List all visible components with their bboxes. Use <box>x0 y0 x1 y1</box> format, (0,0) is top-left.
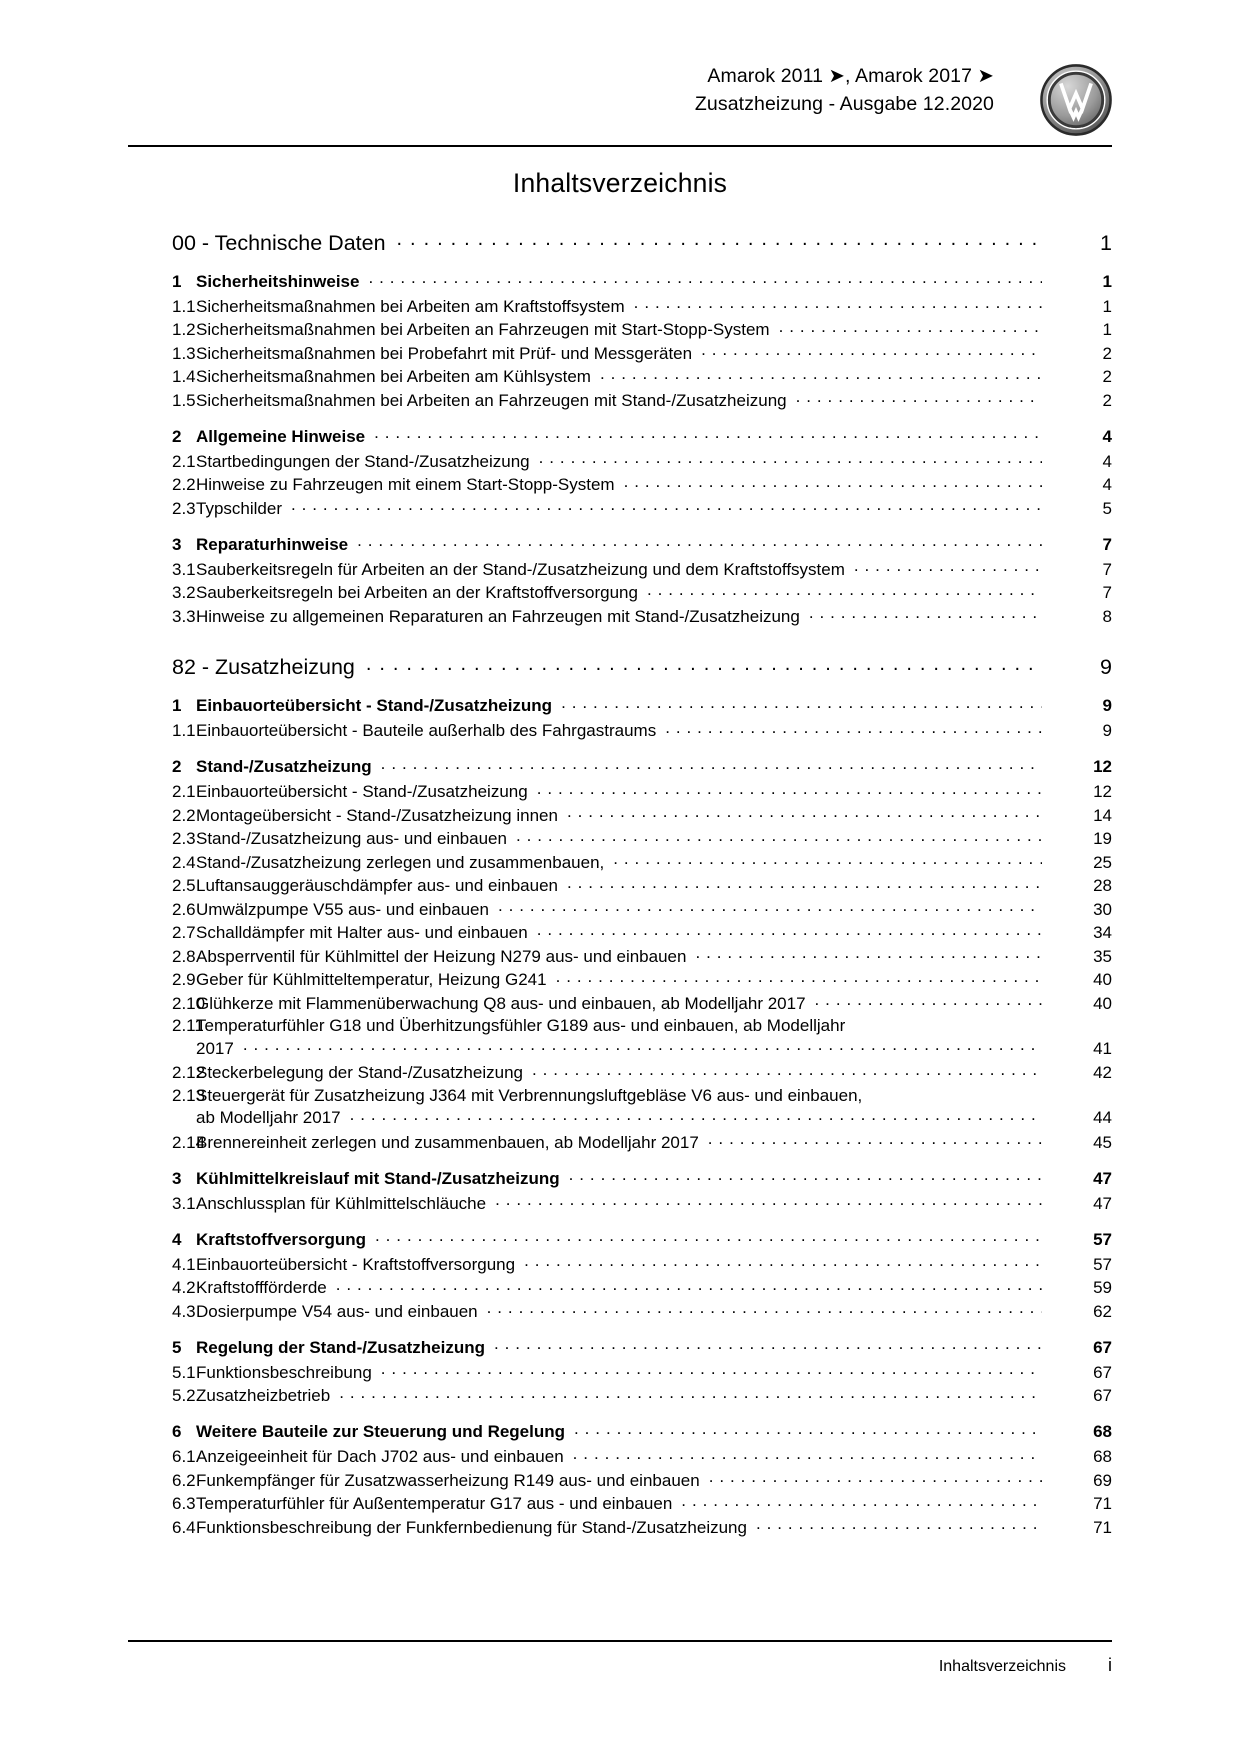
dot-leader <box>381 755 1042 772</box>
entry-title: Sicherheitsmaßnahmen bei Arbeiten am Kühlsystem <box>196 367 591 386</box>
toc-entry[interactable] <box>128 1253 1112 1275</box>
chapter-title: 82 - Zusatzheizung <box>172 655 355 679</box>
toc-entry[interactable] <box>128 827 1112 849</box>
entry-title: Startbedingungen der Stand-/Zusatzheizung <box>196 451 530 471</box>
header-edition-line: Zusatzheizung - Ausgabe 12.2020 <box>694 93 994 116</box>
entry-title-line2: 2017 <box>196 1038 234 1058</box>
entry-page: 28 <box>1093 876 1112 895</box>
entry-title: Typschilder <box>196 498 282 518</box>
entry-title: Sicherheitsmaßnahmen bei Arbeiten an Fahrzeugen mit Start-Stopp-System <box>196 320 770 339</box>
entry-page: 69 <box>1093 1470 1112 1490</box>
dot-leader <box>375 1228 1042 1245</box>
entry-number: 6.3 <box>172 1494 196 1513</box>
entry-number: 1.4 <box>172 367 196 386</box>
dot-leader <box>567 874 1042 891</box>
entry-page: 1 <box>1102 296 1112 316</box>
entry-page: 42 <box>1093 1063 1112 1082</box>
entry-title: Temperaturfühler G18 und Überhitzungsfühler G189 aus- und einbauen, ab Modelljahr <box>196 1016 846 1035</box>
entry-title: Dosierpumpe V54 aus- und einbauen <box>196 1301 478 1321</box>
dot-leader <box>556 968 1042 985</box>
entry-number: 5.2 <box>172 1386 196 1405</box>
entry-title: Hinweise zu Fahrzeugen mit einem Start-Stopp-System <box>196 475 615 494</box>
toc-entry[interactable] <box>128 1300 1112 1322</box>
entry-title: Geber für Kühlmitteltemperatur, Heizung G241 <box>196 970 547 989</box>
entry-continuation-row <box>128 1106 1112 1129</box>
header-divider <box>128 145 1112 147</box>
entry-page: 40 <box>1093 993 1112 1013</box>
entry-page: 71 <box>1093 1517 1112 1537</box>
entry-title: Kraftstoffförderde <box>196 1278 327 1297</box>
toc-entry[interactable] <box>128 318 1112 340</box>
toc-entry[interactable] <box>128 1492 1112 1514</box>
entry-number: 2.11 <box>172 1016 204 1035</box>
dot-leader <box>498 898 1042 915</box>
dot-leader <box>495 1192 1042 1209</box>
header-title-block <box>695 62 994 119</box>
entry-title: Luftansauggeräuschdämpfer aus- und einbauen <box>196 876 558 895</box>
toc-entry[interactable] <box>128 874 1112 896</box>
entry-title: Steckerbelegung der Stand-/Zusatzheizung <box>196 1063 523 1082</box>
toc-entry[interactable] <box>128 780 1112 802</box>
entry-number: 6.1 <box>172 1447 196 1466</box>
toc-entry[interactable] <box>128 1085 1112 1130</box>
entry-page: 1 <box>1102 271 1112 291</box>
entry-title: Sauberkeitsregeln bei Arbeiten an der Kraftstoffversorgung <box>196 583 638 602</box>
entry-title: Anschlussplan für Kühlmittelschläuche <box>196 1193 487 1213</box>
entry-number: 2.7 <box>172 923 196 942</box>
toc-entry[interactable] <box>128 945 1112 967</box>
entry-page: 35 <box>1093 946 1112 966</box>
dot-leader <box>539 450 1042 467</box>
entry-number: 4.1 <box>172 1254 196 1274</box>
entry-page: 62 <box>1093 1301 1112 1321</box>
toc-entry[interactable] <box>128 968 1112 990</box>
entry-page: 8 <box>1102 606 1112 626</box>
dot-leader <box>624 473 1042 490</box>
dot-leader <box>647 581 1042 598</box>
entry-page: 30 <box>1093 899 1112 919</box>
dot-leader <box>243 1037 1042 1054</box>
dot-leader <box>573 1445 1042 1462</box>
toc-entry[interactable] <box>128 425 1112 447</box>
entry-title: Stand-/Zusatzheizung aus- und einbauen <box>196 829 507 848</box>
dot-leader <box>494 1336 1042 1353</box>
entry-page: 4 <box>1102 451 1112 471</box>
toc-entry[interactable] <box>128 365 1112 387</box>
entry-page: 67 <box>1093 1362 1112 1382</box>
entry-title: Einbauorteübersicht - Stand-/Zusatzheizung <box>196 782 528 801</box>
toc-entry[interactable] <box>128 295 1112 317</box>
entry-title: Stand-/Zusatzheizung zerlegen und zusammenbauen, <box>196 852 605 872</box>
toc-entry[interactable] <box>128 1276 1112 1298</box>
entry-title: Brennereinheit zerlegen und zusammenbauen, ab Modelljahr 2017 <box>196 1132 699 1152</box>
entry-title: Einbauorteübersicht - Bauteile außerhalb des Fahrgastraums <box>196 721 657 740</box>
entry-title: Montageübersicht - Stand-/Zusatzheizung innen <box>196 805 558 825</box>
entry-page: 45 <box>1093 1132 1112 1152</box>
toc-entry[interactable] <box>128 270 1112 292</box>
footer-divider <box>128 1640 1112 1642</box>
dot-leader <box>634 295 1042 312</box>
entry-page: 4 <box>1102 475 1112 494</box>
entry-page: 68 <box>1093 1422 1112 1441</box>
entry-title: Einbauorteübersicht - Stand-/Zusatzheizung <box>196 696 553 715</box>
chapter-page: 9 <box>1100 655 1112 679</box>
entry-number: 2.5 <box>172 876 196 895</box>
dot-leader <box>366 653 1042 675</box>
entry-page: 2 <box>1102 367 1112 386</box>
entry-title: Anzeigeeinheit für Dach J702 aus- und einbauen <box>196 1447 564 1466</box>
entry-title: Funktionsbeschreibung <box>196 1362 372 1382</box>
dot-leader <box>681 1492 1042 1509</box>
dot-leader <box>357 533 1042 550</box>
dot-leader <box>701 342 1042 359</box>
entry-title: Sicherheitshinweise <box>196 271 360 291</box>
chapter-block <box>128 653 1112 1538</box>
entry-title: Kühlmittelkreislauf mit Stand-/Zusatzheizung <box>196 1168 560 1188</box>
toc-entry[interactable] <box>128 389 1112 411</box>
entry-title: Sicherheitsmaßnahmen bei Arbeiten am Kraftstoffsystem <box>196 296 625 316</box>
toc-entry[interactable] <box>128 992 1112 1014</box>
entry-page: 47 <box>1093 1193 1112 1213</box>
entry-number: 1.1 <box>172 296 196 316</box>
entry-number: 2.14 <box>172 1132 206 1152</box>
dot-leader <box>809 605 1042 622</box>
entry-number: 2.10 <box>172 993 206 1013</box>
entry-number: 1.1 <box>172 721 196 740</box>
toc-entry[interactable] <box>128 1167 1112 1189</box>
entry-page: 7 <box>1102 559 1112 579</box>
dot-leader <box>569 1167 1042 1184</box>
entry-number: 4.2 <box>172 1278 196 1297</box>
entry-title: Hinweise zu allgemeinen Reparaturen an Fahrzeugen mit Stand-/Zusatzheizung <box>196 606 800 626</box>
toc-entry[interactable] <box>128 804 1112 826</box>
toc-entry[interactable] <box>128 898 1112 920</box>
dot-leader <box>815 992 1042 1009</box>
toc-entry[interactable] <box>128 1420 1112 1442</box>
entry-number: 2 <box>172 426 182 446</box>
dot-leader <box>574 1420 1042 1437</box>
entry-title: Einbauorteübersicht - Kraftstoffversorgung <box>196 1254 516 1274</box>
page-footer <box>128 1655 1112 1676</box>
entry-title: Umwälzpumpe V55 aus- und einbauen <box>196 899 489 919</box>
entry-number: 6 <box>172 1422 182 1441</box>
entry-title: Stand-/Zusatzheizung <box>196 757 372 776</box>
dot-leader <box>532 1061 1042 1078</box>
entry-page: 57 <box>1093 1229 1112 1249</box>
entry-page: 14 <box>1093 805 1112 825</box>
toc-entry[interactable] <box>128 497 1112 519</box>
entry-title: Funkempfänger für Zusatzwasserheizung R149 aus- und einbauen <box>196 1470 700 1490</box>
entry-page: 41 <box>1093 1038 1112 1058</box>
chapter-block <box>128 228 1112 627</box>
dot-leader <box>537 780 1042 797</box>
dot-leader <box>561 694 1042 711</box>
page-header <box>128 62 1112 140</box>
dot-leader <box>339 1384 1042 1401</box>
toc-entry[interactable] <box>128 694 1112 716</box>
chapter-heading-row[interactable] <box>128 653 1112 681</box>
entry-title: Sicherheitsmaßnahmen bei Probefahrt mit Prüf- und Messgeräten <box>196 343 693 363</box>
entry-number: 2 <box>172 757 182 776</box>
dot-leader <box>756 1516 1042 1533</box>
entry-number: 2.1 <box>172 451 196 471</box>
entry-number: 2.13 <box>172 1085 206 1105</box>
header-model-line: Amarok 2011 ➤, Amarok 2017 ➤ <box>707 65 994 87</box>
entry-number: 2.1 <box>172 782 196 801</box>
toc-entry[interactable] <box>128 1361 1112 1383</box>
entry-title: Absperrventil für Kühlmittel der Heizung N279 aus- und einbauen <box>196 946 687 966</box>
entry-number: 6.4 <box>172 1517 196 1537</box>
entry-title-line2: ab Modelljahr 2017 <box>196 1108 341 1128</box>
page-title: Inhaltsverzeichnis <box>512 168 728 198</box>
entry-title: Zusatzheizbetrieb <box>196 1386 331 1405</box>
dot-leader <box>613 851 1042 868</box>
entry-page: 7 <box>1102 534 1112 554</box>
entry-title: Sauberkeitsregeln für Arbeiten an der Stand-/Zusatzheizung und dem Kraftstoffsystem <box>196 559 845 579</box>
entry-page: 2 <box>1102 390 1112 410</box>
entry-title: Sicherheitsmaßnahmen bei Arbeiten an Fahrzeugen mit Stand-/Zusatzheizung <box>196 390 787 410</box>
entry-page: 7 <box>1102 583 1112 602</box>
dot-leader <box>695 945 1042 962</box>
toc-entry[interactable] <box>128 719 1112 741</box>
footer-label: Inhaltsverzeichnis <box>938 1658 1066 1675</box>
dot-leader <box>368 270 1042 287</box>
dot-leader <box>708 1131 1042 1148</box>
entry-number: 2.3 <box>172 498 196 518</box>
entry-page: 57 <box>1093 1254 1112 1274</box>
chapter-page: 1 <box>1100 230 1112 255</box>
entry-title: Steuergerät für Zusatzheizung J364 mit Verbrennungsluftgebläse V6 aus- und einbauen, <box>196 1085 863 1105</box>
entry-number: 2.9 <box>172 970 196 989</box>
entry-number: 3.3 <box>172 606 196 626</box>
toc-entry[interactable] <box>128 1015 1112 1060</box>
dot-leader <box>665 719 1042 736</box>
entry-page: 2 <box>1102 343 1112 363</box>
entry-number: 1 <box>172 696 182 715</box>
chapter-heading-row[interactable] <box>128 228 1112 256</box>
entry-page: 4 <box>1102 426 1112 446</box>
entry-number: 1 <box>172 271 182 291</box>
entry-number: 2.6 <box>172 899 196 919</box>
entry-page: 12 <box>1093 757 1112 776</box>
entry-title: Reparaturhinweise <box>196 534 349 554</box>
dot-leader <box>709 1469 1042 1486</box>
entry-page: 25 <box>1093 852 1112 872</box>
entry-number: 2.2 <box>172 805 196 825</box>
entry-page: 19 <box>1093 829 1112 848</box>
toc-entry[interactable] <box>128 921 1112 943</box>
toc-entry[interactable] <box>128 1469 1112 1491</box>
toc-entry[interactable] <box>128 755 1112 777</box>
entry-title: Temperaturfühler für Außentemperatur G17 aus - und einbauen <box>196 1494 673 1513</box>
entry-number: 2.4 <box>172 852 196 872</box>
entry-title: Regelung der Stand-/Zusatzheizung <box>196 1337 486 1357</box>
footer-page-number: i <box>1108 1655 1112 1675</box>
toc-entry[interactable] <box>128 1384 1112 1406</box>
entry-page: 1 <box>1102 320 1112 339</box>
vw-logo <box>1040 64 1112 136</box>
dot-leader <box>537 921 1042 938</box>
toc-entry[interactable] <box>128 1228 1112 1250</box>
entry-number: 6.2 <box>172 1470 196 1490</box>
entry-page: 40 <box>1093 970 1112 989</box>
entry-number: 2.12 <box>172 1063 206 1082</box>
entry-page: 67 <box>1093 1337 1112 1357</box>
entry-number: 3 <box>172 1168 182 1188</box>
toc-entry[interactable] <box>128 450 1112 472</box>
entry-number: 3.2 <box>172 583 196 602</box>
toc-entry[interactable] <box>128 581 1112 603</box>
entry-page: 68 <box>1093 1447 1112 1466</box>
dot-leader <box>600 365 1042 382</box>
toc-entry[interactable] <box>128 1192 1112 1214</box>
dot-leader <box>796 389 1042 406</box>
dot-leader <box>374 425 1042 442</box>
dot-leader <box>487 1300 1042 1317</box>
entry-number: 1.2 <box>172 320 196 339</box>
entry-number: 3.1 <box>172 559 196 579</box>
toc-entry[interactable] <box>128 533 1112 555</box>
entry-number: 3.1 <box>172 1193 196 1213</box>
entry-number: 2.8 <box>172 946 196 966</box>
table-of-contents <box>128 228 1112 1539</box>
toc-entry[interactable] <box>128 342 1112 364</box>
entry-number: 5 <box>172 1337 182 1357</box>
entry-page: 9 <box>1102 721 1112 740</box>
toc-entry[interactable] <box>128 1445 1112 1467</box>
toc-entry[interactable] <box>128 851 1112 873</box>
entry-number: 2.3 <box>172 829 196 848</box>
dot-leader <box>291 497 1042 514</box>
entry-title: Funktionsbeschreibung der Funkfernbedienung für Stand-/Zusatzheizung <box>196 1517 747 1537</box>
toc-entry[interactable] <box>128 1131 1112 1153</box>
toc-entry[interactable] <box>128 473 1112 495</box>
entry-page: 47 <box>1093 1168 1112 1188</box>
entry-title: Schalldämpfer mit Halter aus- und einbauen <box>196 923 528 942</box>
dot-leader <box>516 827 1042 844</box>
toc-entry[interactable] <box>128 1516 1112 1538</box>
chapter-title: 00 - Technische Daten <box>172 230 386 255</box>
entry-page: 9 <box>1102 696 1112 715</box>
entry-page: 67 <box>1093 1386 1112 1405</box>
dot-leader <box>524 1253 1042 1270</box>
entry-number: 5.1 <box>172 1362 196 1382</box>
dot-leader <box>854 558 1042 575</box>
entry-title: Glühkerze mit Flammenüberwachung Q8 aus- und einbauen, ab Modelljahr 2017 <box>196 993 806 1013</box>
entry-number: 4 <box>172 1229 182 1249</box>
entry-page: 71 <box>1093 1494 1112 1513</box>
toc-entry[interactable] <box>128 1061 1112 1083</box>
entry-page: 5 <box>1102 498 1112 518</box>
entry-page: 34 <box>1093 923 1112 942</box>
dot-leader <box>381 1361 1042 1378</box>
entry-title: Weitere Bauteile zur Steuerung und Regelung <box>196 1422 566 1441</box>
entry-page: 12 <box>1093 782 1112 801</box>
entry-number: 3 <box>172 534 182 554</box>
entry-page: 59 <box>1093 1278 1112 1297</box>
entry-page: 44 <box>1093 1108 1112 1128</box>
dot-leader <box>779 318 1042 335</box>
dot-leader <box>350 1106 1042 1123</box>
entry-number: 2.2 <box>172 475 196 494</box>
entry-number: 4.3 <box>172 1301 196 1321</box>
toc-entry[interactable] <box>128 558 1112 580</box>
dot-leader <box>567 804 1042 821</box>
toc-entry[interactable] <box>128 1336 1112 1358</box>
dot-leader <box>397 228 1042 250</box>
entry-continuation-row <box>128 1037 1112 1060</box>
toc-entry[interactable] <box>128 605 1112 627</box>
entry-number: 1.5 <box>172 390 196 410</box>
entry-title: Allgemeine Hinweise <box>196 426 366 446</box>
entry-number: 1.3 <box>172 343 196 363</box>
entry-title: Kraftstoffversorgung <box>196 1229 367 1249</box>
dot-leader <box>336 1276 1042 1293</box>
